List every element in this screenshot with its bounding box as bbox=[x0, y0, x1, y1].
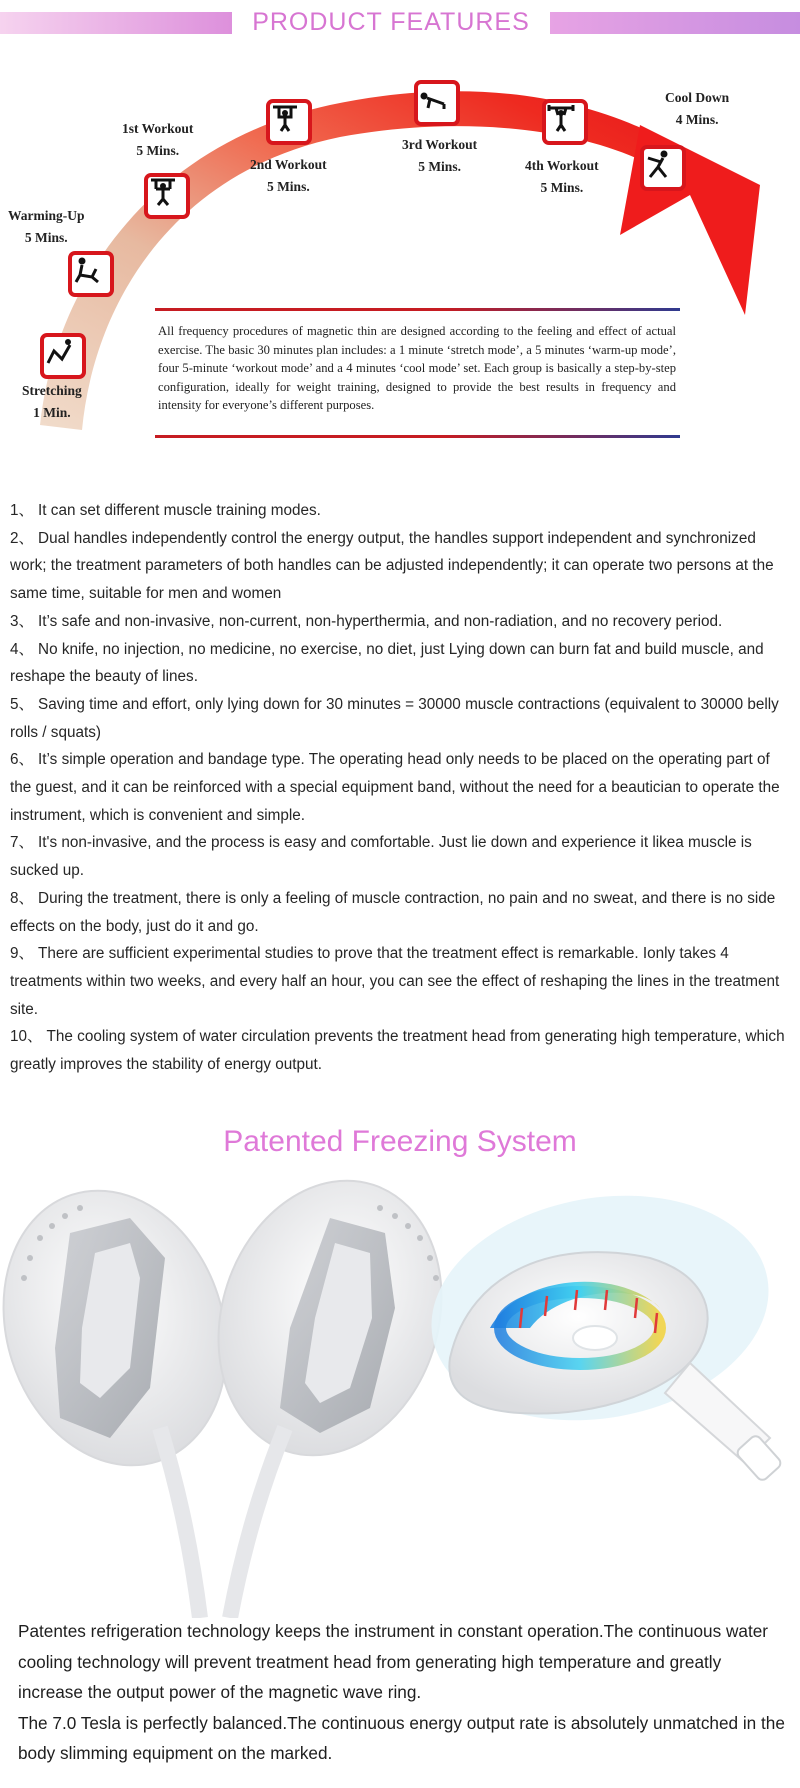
stage-duration: 5 Mins. bbox=[540, 180, 584, 195]
list-item: 1、 It can set different muscle training modes. bbox=[10, 502, 321, 519]
workout-3-icon bbox=[414, 80, 460, 126]
workout-2-icon bbox=[266, 99, 312, 145]
freezing-description bbox=[18, 1616, 788, 1769]
stage-label-workout-3 bbox=[402, 134, 477, 178]
divider-bottom bbox=[155, 435, 680, 438]
list-item: 10、 The cooling system of water circulation prevents the treatment head from generating high temperature, which greatly improves the stability of energy output. bbox=[10, 1028, 785, 1074]
stage-name: 4th Workout bbox=[525, 158, 599, 173]
cool-down-icon bbox=[640, 145, 686, 191]
stage-label-workout-2 bbox=[250, 154, 327, 198]
stage-duration: 1 Min. bbox=[33, 405, 71, 420]
list-item: 8、 During the treatment, there is only a feeling of muscle contraction, no pain and no sweat, and there is no side effects on the body, just do it and go. bbox=[10, 889, 776, 935]
stage-duration: 4 Mins. bbox=[675, 112, 719, 127]
list-item: 4、 No knife, no injection, no medicine, no exercise, no diet, just Lying down can burn fat and build muscle, and reshape the beauty of lines. bbox=[10, 640, 764, 686]
stage-duration: 5 Mins. bbox=[24, 230, 68, 245]
workout-1-icon bbox=[144, 173, 190, 219]
workout-plan-diagram bbox=[0, 55, 800, 480]
stage-name: Stretching bbox=[22, 383, 82, 398]
section-title-freezing: Patented Freezing System bbox=[223, 1125, 577, 1158]
warming-up-icon bbox=[68, 251, 114, 297]
workout-description: All frequency procedures of magnetic thin are designed according to the feeling and effect of actual exercise. The basic 30 minutes plan includes: a 1 minute ‘stretch mode’, a 5 minutes ‘warm-up mode’, four 5-minute ‘workout mode’ and a 4 minutes ‘cool mode’ set. Each group is basically a step-by-step configuration, ideally for weight training, designed to provide the best results in frequency and intensity for everyone’s different purposes. bbox=[158, 324, 676, 413]
list-item: 5、 Saving time and effort, only lying down for 30 minutes = 30000 muscle contractions (equivalent to 30000 belly rolls / squats) bbox=[10, 695, 779, 741]
header-gradient-right bbox=[550, 12, 800, 34]
stage-name: 2nd Workout bbox=[250, 157, 327, 172]
stage-name: Cool Down bbox=[665, 90, 730, 105]
product-image bbox=[0, 1178, 800, 1618]
feature-list bbox=[10, 497, 795, 1079]
header-gradient-left bbox=[0, 12, 232, 34]
freezing-paragraph: The 7.0 Tesla is perfectly balanced.The continuous energy output rate is absolutely unmatched in the body slimming equipment on the marked. bbox=[18, 1712, 785, 1763]
stage-label-cool-down bbox=[665, 87, 729, 131]
list-item: 3、 It’s safe and non-invasive, non-current, non-hyperthermia, and non-radiation, and no recovery period. bbox=[10, 612, 723, 630]
stage-duration: 5 Mins. bbox=[136, 143, 180, 158]
handpieces-illustration bbox=[0, 1178, 800, 1618]
stage-duration: 5 Mins. bbox=[418, 159, 461, 174]
stage-name: Warming-Up bbox=[8, 208, 85, 223]
freezing-paragraph: Patentes refrigeration technology keeps the instrument in constant operation.The continuous water cooling technology will prevent treatment head from generating high temperature and greatly increase the output power of the magnetic wave ring. bbox=[18, 1621, 769, 1702]
list-item: 9、 There are sufficient experimental studies to prove that the treatment effect is remarkable. Ionly takes 4 treatments within two weeks, and every half an hour, you can see the effect of reshaping the lines in the treatment site. bbox=[10, 945, 780, 1018]
stage-label-warming-up bbox=[8, 205, 85, 249]
list-item: 6、 It’s simple operation and bandage type. The operating head only needs to be placed on the operating part of the guest, and it can be reinforced with a special equipment band, without the need for a beautician to operate the instrument, which is convenient and simple. bbox=[10, 751, 780, 824]
page-title: PRODUCT FEATURES bbox=[252, 8, 530, 36]
list-item: 2、 Dual handles independently control the energy output, the handles support independent and synchronized work; the treatment parameters of both handles can be adjusted independently; it can operate two persons at the same time, suitable for men and women bbox=[10, 529, 774, 603]
workout-description-box bbox=[155, 308, 680, 438]
stage-label-stretching bbox=[22, 380, 82, 424]
divider-top bbox=[155, 308, 680, 311]
stage-label-workout-4 bbox=[525, 155, 599, 199]
workout-4-icon bbox=[542, 99, 588, 145]
section-header bbox=[0, 6, 800, 34]
stage-duration: 5 Mins. bbox=[266, 179, 310, 194]
handpiece-right bbox=[184, 1178, 476, 1618]
stretching-icon bbox=[40, 333, 86, 379]
handpiece-cutaway bbox=[413, 1178, 786, 1482]
list-item: 7、 It's non-invasive, and the process is easy and comfortable. Just lie down and experience it likea muscle is sucked up. bbox=[10, 834, 752, 880]
stage-name: 3rd Workout bbox=[402, 137, 478, 152]
stage-name: 1st Workout bbox=[122, 121, 194, 136]
stage-label-workout-1 bbox=[122, 118, 193, 162]
handpiece-left bbox=[0, 1178, 261, 1618]
